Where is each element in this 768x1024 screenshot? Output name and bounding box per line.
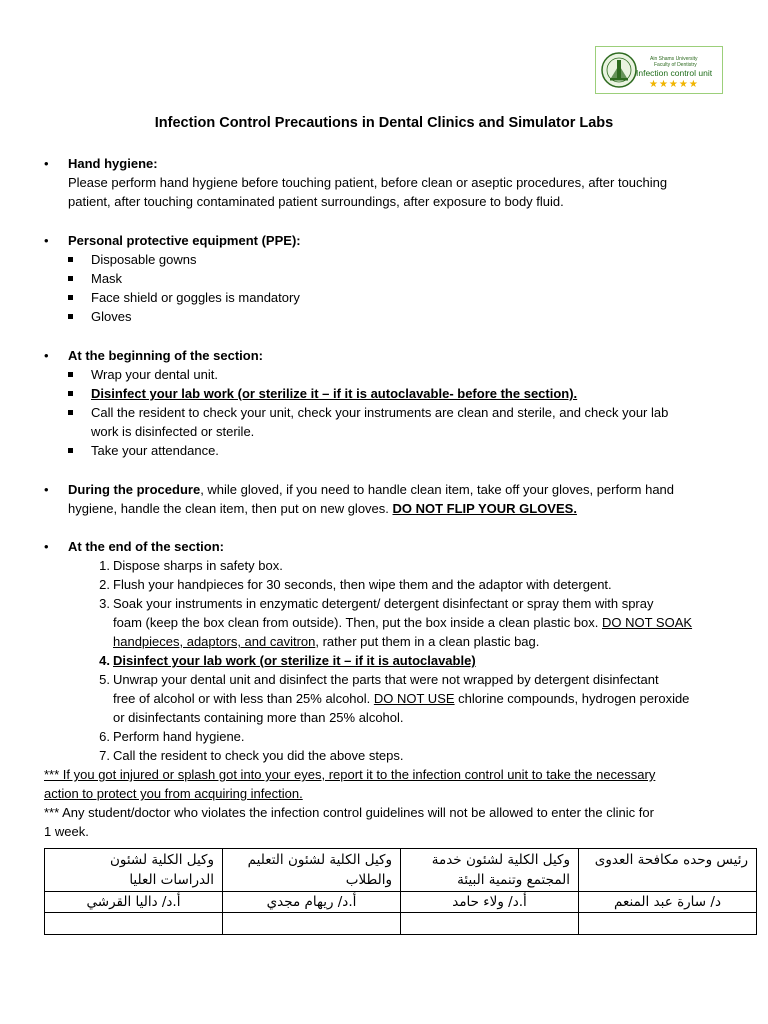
end-item [113, 632, 539, 651]
hand-hygiene-line: patient, after touching contaminated patient surroundings, after exposure to body fluid. [68, 194, 564, 209]
violation-note: *** Any student/doctor who violates the infection control guidelines will not be allowed to enter the clinic for [44, 805, 654, 820]
beginning-item-disinfect: Disinfect your lab work (or sterilize it – if it is autoclavable- before the section). [91, 386, 578, 401]
ppe-item: Gloves [91, 309, 132, 324]
ppe-heading: Personal protective equipment (PPE): [68, 233, 301, 248]
list-number: 6. [99, 729, 110, 744]
beginning-item: Take your attendance. [91, 443, 219, 458]
list-number: 3. [99, 596, 110, 611]
logo-university-text: Ain Shams University [650, 56, 698, 62]
infection-control-unit-logo [595, 46, 723, 94]
table-row [45, 892, 757, 913]
bullet-icon: • [44, 156, 49, 171]
signature-cell [223, 913, 401, 935]
list-number: 4. [99, 653, 110, 668]
square-bullet-icon [68, 410, 73, 415]
procedure-line [68, 499, 577, 518]
logo-stars-icon: ★★★★★ [649, 79, 699, 90]
signature-table [44, 848, 757, 935]
bullet-icon: • [44, 539, 49, 554]
procedure-text: hygiene, handle the clean item, then put on new gloves. [68, 501, 393, 516]
hand-hygiene-line: Please perform hand hygiene before touching patient, before clean or aseptic procedures, after touching [68, 175, 668, 190]
square-bullet-icon [68, 257, 73, 262]
signature-role: وكيل الكلية لشئون خدمة المجتمع وتنمية البيئة [401, 849, 579, 892]
signature-role: رئيس وحده مكافحة العدوى [579, 849, 757, 892]
end-item: or disinfectants containing more than 25% alcohol. [113, 710, 404, 725]
procedure-heading: During the procedure [68, 482, 201, 497]
end-item-text: , rather put them in a clean plastic bag. [315, 634, 540, 649]
end-item-warning: DO NOT USE [373, 691, 455, 706]
end-item-warning: handpieces, adaptors, and cavitron [113, 634, 316, 649]
logo-unit-text: Infection control unit [636, 68, 713, 78]
list-number: 7. [99, 748, 110, 763]
end-item-text: free of alcohol or with less than 25% alcohol. [113, 691, 374, 706]
square-bullet-icon [68, 295, 73, 300]
end-item: Dispose sharps in safety box. [113, 558, 283, 573]
signature-role: وكيل الكلية لشئون التعليم والطلاب [223, 849, 401, 892]
end-item: Call the resident to check you did the above steps. [113, 748, 404, 763]
beginning-item: Call the resident to check your unit, check your instruments are clean and sterile, and check your lab [91, 405, 669, 420]
page-title: Infection Control Precautions in Dental Clinics and Simulator Labs [154, 115, 614, 131]
table-row [45, 913, 757, 935]
end-heading: At the end of the section: [68, 539, 224, 554]
procedure-line [68, 480, 674, 499]
signature-cell [579, 913, 757, 935]
beginning-item: Wrap your dental unit. [91, 367, 218, 382]
end-item [113, 689, 689, 708]
university-emblem-icon [600, 51, 638, 89]
procedure-text: , while gloved, if you need to handle clean item, take off your gloves, perform hand [200, 482, 675, 497]
table-row [45, 849, 757, 892]
ppe-item: Disposable gowns [91, 252, 197, 267]
end-item-disinfect: Disinfect your lab work (or sterilize it – if it is autoclavable) [113, 653, 476, 668]
signature-name: أ.د/ داليا القرشي [45, 892, 223, 913]
end-item-text: foam (keep the box clean from outside). Then, put the box inside a clean plastic box. [113, 615, 602, 630]
signature-cell [45, 913, 223, 935]
beginning-item: work is disinfected or sterile. [91, 424, 255, 439]
end-item: Unwrap your dental unit and disinfect the parts that were not wrapped by detergent disinfectant [113, 672, 659, 687]
bullet-icon: • [44, 348, 49, 363]
end-item-text: chlorine compounds, hydrogen peroxide [454, 691, 690, 706]
injury-note: action to protect you from acquiring infection. [44, 786, 303, 801]
beginning-heading: At the beginning of the section: [68, 348, 263, 363]
end-item: Perform hand hygiene. [113, 729, 245, 744]
list-number: 5. [99, 672, 110, 687]
violation-note: 1 week. [44, 824, 89, 839]
logo-faculty-text: Faculty of Dentistry [654, 62, 697, 68]
signature-name: أ.د/ ولاء حامد [401, 892, 579, 913]
square-bullet-icon [68, 314, 73, 319]
ppe-item: Mask [91, 271, 123, 286]
square-bullet-icon [68, 276, 73, 281]
bullet-icon: • [44, 233, 49, 248]
end-item: Flush your handpieces for 30 seconds, then wipe them and the adaptor with detergent. [113, 577, 612, 592]
signature-cell [401, 913, 579, 935]
ppe-item: Face shield or goggles is mandatory [91, 290, 300, 305]
hand-hygiene-heading: Hand hygiene: [68, 156, 158, 171]
signature-name: أ.د/ ريهام مجدي [223, 892, 401, 913]
signature-role: وكيل الكلية لشئون الدراسات العليا [45, 849, 223, 892]
square-bullet-icon [68, 448, 73, 453]
procedure-warning: DO NOT FLIP YOUR GLOVES. [392, 501, 577, 516]
end-item-warning: DO NOT SOAK [602, 615, 693, 630]
injury-note: *** If you got injured or splash got into your eyes, report it to the infection control unit to take the necessary [44, 767, 656, 782]
square-bullet-icon [68, 391, 73, 396]
list-number: 2. [99, 577, 110, 592]
signature-name: د/ سارة عبد المنعم [579, 892, 757, 913]
bullet-icon: • [44, 482, 49, 497]
list-number: 1. [99, 558, 110, 573]
end-item [113, 613, 692, 632]
square-bullet-icon [68, 372, 73, 377]
end-item: Soak your instruments in enzymatic detergent/ detergent disinfectant or spray them with spray [113, 596, 654, 611]
